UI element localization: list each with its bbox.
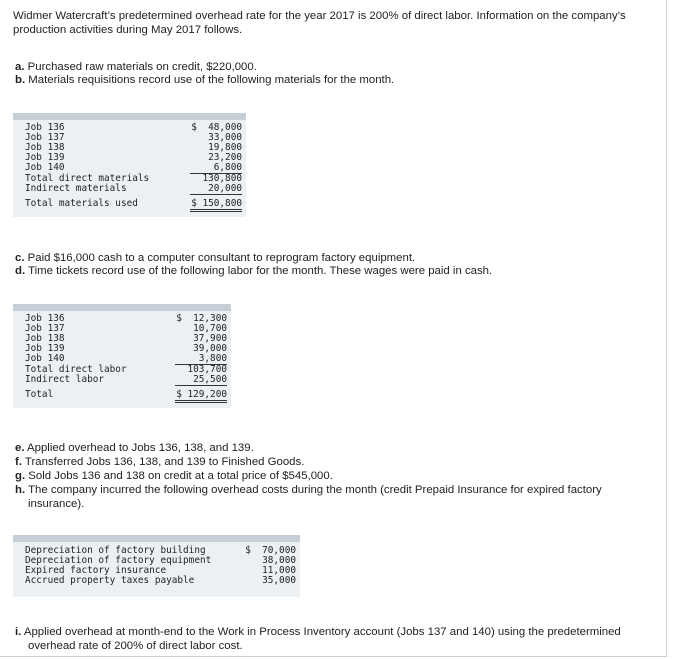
item-g	[15, 469, 333, 483]
item-c-text: Paid $16,000 cash to a computer consultant to reprogram factory equipment.	[24, 252, 416, 264]
materials-row-amount: 20,000	[190, 184, 242, 195]
item-f-text: Transferred Jobs 136, 138, and 139 to Finished Goods.	[21, 456, 305, 468]
item-b	[15, 73, 394, 87]
item-e-text: Applied overhead to Jobs 136, 138, and 139.	[24, 442, 254, 454]
item-a-letter: a.	[15, 61, 25, 73]
labor-table	[13, 304, 231, 408]
intro-line-1: Widmer Watercraft’s predetermined overhead rate for the year 2017 is 200% of direct labor. Information on the company’s	[13, 10, 626, 22]
labor-row-amount: 39,000	[193, 343, 227, 354]
item-i-letter: i.	[15, 626, 22, 638]
materials-row-label: Indirect materials	[25, 183, 127, 194]
overhead-row-label: Depreciation of factory building	[25, 545, 206, 556]
item-d-letter: d.	[15, 265, 26, 277]
labor-row-label: Job 136	[25, 313, 65, 324]
item-d-text: Time tickets record use of the following labor for the month. These wages were paid in cash.	[25, 265, 493, 277]
materials-row-label: Job 136	[25, 122, 65, 133]
labor-row-label: Job 140	[25, 353, 65, 364]
item-h-continuation: insurance).	[28, 498, 85, 510]
materials-row-label: Job 139	[25, 152, 65, 163]
overhead-row-label: Accrued property taxes payable	[25, 575, 195, 586]
item-b-letter: b.	[15, 74, 26, 86]
labor-row-amount: 103,700	[187, 364, 227, 375]
item-c	[15, 251, 415, 265]
labor-row-label: Job 137	[25, 323, 65, 334]
materials-total-label: Total materials used	[25, 198, 138, 209]
labor-row-amount: 25,500	[175, 375, 227, 386]
item-h-letter: h.	[15, 484, 26, 496]
item-e	[15, 441, 254, 455]
labor-row-amount: 3,800	[175, 354, 227, 365]
item-f-letter: f.	[15, 456, 22, 468]
materials-row-amount: 130,800	[202, 173, 242, 184]
materials-row-label: Job 137	[25, 132, 65, 143]
labor-row-amount: 10,700	[193, 323, 227, 334]
item-i-text: Applied overhead at month-end to the Work in Process Inventory account (Jobs 137 and 140) using the predetermined	[21, 626, 621, 638]
labor-row-label: Job 138	[25, 333, 65, 344]
overhead-row-amount: 11,000	[262, 565, 296, 576]
item-c-letter: c.	[15, 252, 25, 264]
item-g-text: Sold Jobs 136 and 138 on credit at a total price of $545,000.	[25, 470, 333, 482]
materials-row-label: Total direct materials	[25, 173, 150, 184]
item-i-continuation: overhead rate of 200% of direct labor cost.	[28, 640, 243, 652]
labor-total-label: Total	[25, 389, 54, 400]
overhead-row-label: Expired factory insurance	[25, 565, 167, 576]
overhead-row-label: Depreciation of factory equipment	[25, 555, 212, 566]
item-b-text: Materials requisitions record use of the following materials for the month.	[25, 74, 395, 86]
materials-table	[13, 113, 246, 217]
item-a	[15, 60, 257, 74]
materials-row-amount: 23,200	[208, 152, 242, 163]
labor-row-label: Indirect labor	[25, 374, 105, 385]
labor-row-amount: 37,900	[193, 333, 227, 344]
labor-row-label: Total direct labor	[25, 364, 127, 375]
item-d	[15, 264, 492, 278]
overhead-row-amount: 38,000	[262, 555, 296, 566]
materials-row-label: Job 138	[25, 142, 65, 153]
materials-total-amount: $ 150,800	[190, 199, 242, 212]
materials-row-label: Job 140	[25, 162, 65, 173]
item-h	[15, 483, 602, 497]
materials-row-amount: $ 48,000	[191, 122, 242, 133]
item-a-text: Purchased raw materials on credit, $220,000.	[24, 61, 257, 73]
overhead-row-amount: $ 70,000	[245, 545, 296, 556]
overhead-row-amount: 35,000	[262, 575, 296, 586]
labor-row-label: Job 139	[25, 343, 65, 354]
intro-line-2: production activities during May 2017 follows.	[13, 24, 243, 36]
materials-row-amount: 33,000	[208, 132, 242, 143]
labor-total-amount: $ 129,200	[175, 390, 227, 403]
item-f	[15, 455, 304, 469]
materials-row-amount: 19,800	[208, 142, 242, 153]
materials-row-amount: 6,800	[190, 163, 242, 174]
item-i	[15, 625, 621, 639]
item-e-letter: e.	[15, 442, 25, 454]
item-h-text: The company incurred the following overhead costs during the month (credit Prepaid Insurance for expired factory	[25, 484, 602, 496]
item-g-letter: g.	[15, 470, 26, 482]
labor-row-amount: $ 12,300	[176, 313, 227, 324]
overhead-table	[13, 535, 300, 597]
